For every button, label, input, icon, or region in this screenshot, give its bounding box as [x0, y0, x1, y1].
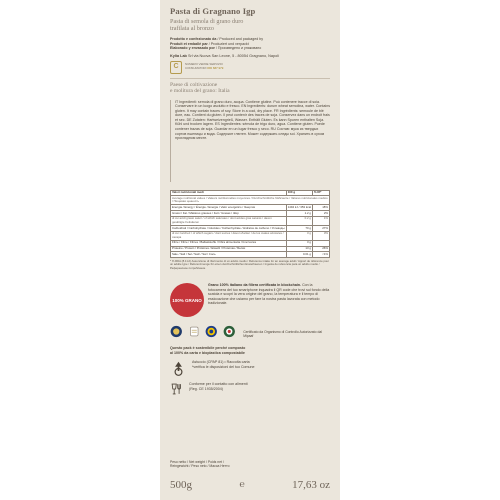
- nutrition-row: [171, 252, 330, 258]
- net-weight-label-1: Peso netto / Net weight / Poids net /: [170, 460, 224, 464]
- net-weight-label-2: Reingewicht / Peso neto / Масса Нетто: [170, 464, 230, 469]
- origin-line-1: Paese di coltivazione: [170, 81, 218, 88]
- nutrient-label: di cui zuccheri / of which sugars / dont sucres / davon Zucker / de los cuales azúcares / сахара: [171, 231, 287, 240]
- nutrition-subtitle: Average nutritional values / Valeurs nutritionnelles moyennes / Durchschnittliche Nährwerte / Valores nutricionales medios / Пищевая ценность: [172, 195, 328, 204]
- ingredients-text: IT Ingredienti: semola di grano duro, acqua. Contiene glutine. Può contenere tracce di soia. Conservare in un luogo asciutto e fresco. EN Ingredients: durum wheat semolina, water. Contains gluten. It may contain traces of soy. Store in a cool, dry place. FR Ingrédients: semoule de blé dure, eau. Contient du gluten. Il peut contenir des traces de soja. Conservez dans un endroit frais et sec. DE Zutaten: Hartweizengrieß, Wasser. Enthält Gluten. Es kann Spuren enthalten Soja. Kühl und trocken lagern. ES Ingredientes: sémola de trigo duro, agua. Contiene gluten. Puede contener trazas de soja. Guardar en un lugar fresco y seco. RU Состав: мука из твердых сортов пшеницы и вода. Содержит глютен. Может содержать следы soi. Хранить в сухом прохладном месте.: [170, 100, 330, 182]
- nutrition-subtitle-row: [171, 196, 330, 205]
- nutrition-title: Valori nutrizionali medi: [172, 190, 204, 195]
- brand-title: Pasta di Gragnano Igp: [170, 6, 256, 16]
- traceability-text: [208, 283, 330, 317]
- nutrient-value: 13 g: [286, 246, 312, 252]
- net-weight-labels: [170, 460, 230, 469]
- nutrient-value: 70 g: [286, 225, 312, 231]
- italian-quality-logo-icon: [223, 325, 236, 338]
- food-contact-row: [170, 382, 330, 396]
- consumer-service-line-2: [185, 67, 223, 71]
- producer-line-1-en: / Produced and packaged by: [217, 37, 264, 41]
- consumer-service-text: [185, 63, 223, 70]
- producer-line-1-it: Prodotto e confezionato da: [170, 37, 217, 41]
- producer-line-3-es: Elaborado y envasado por: [170, 46, 215, 50]
- divider: [170, 78, 330, 79]
- disposal-text: [192, 360, 255, 369]
- red-seal-badge: [170, 283, 204, 317]
- producer-line-3-ru: / Произведено и упаковано: [215, 46, 262, 50]
- nutrient-ri: 18%: [313, 205, 330, 211]
- nutrient-value: 0.01 g: [286, 252, 312, 258]
- traceability-body: Con la fotocamera del tuo smartphone inquadra il QR code che trovi sul fondo della scatola e scopri la vera origine del grano, la temperatura e il tempo di essiccazione che usiamo per fare la nostra pasta lavorata con metodo tradizionale.: [208, 283, 330, 306]
- estimated-sign-icon: ℮: [239, 479, 245, 489]
- product-subtitle: [170, 18, 330, 32]
- subtitle-line-2: trafilata al bronzo: [170, 25, 214, 32]
- nutrient-value: 1494 kJ / 353 kcal: [287, 204, 311, 209]
- nutrient-label: Proteine / Protein / Protéines / Eiweiß / Proteínas / Белки: [171, 246, 287, 252]
- toll-free-number: 800 687 979: [207, 66, 224, 70]
- address-text: Srl via Nuova San Leone, 5 - 80054 Gragnano, Napoli: [187, 53, 279, 58]
- traceability-block: [170, 283, 330, 317]
- nutrient-ri: 3%: [313, 231, 330, 240]
- food-contact-text: [189, 382, 248, 391]
- net-weight: [170, 479, 330, 491]
- nutrition-rows: [171, 205, 330, 258]
- traceability-headline: Grano 100% italiano da filiera certificata in blockchain.: [208, 283, 302, 288]
- nutrient-label: Energia / Energy / Énergie / Energie / Valor energético / Энергия: [171, 205, 287, 211]
- sustainability-line-2: al 100% da carta e bioplastica compostabile: [170, 350, 245, 355]
- subtitle-line-1: Pasta di semola di grano duro: [170, 18, 244, 25]
- nutrient-value: 0.2 g: [286, 216, 312, 225]
- sustainability-text: [170, 346, 330, 355]
- food-contact-line-1: Conforme per il contatto con alimenti: [189, 382, 248, 387]
- grain-seal-icon: [170, 325, 183, 338]
- nutrient-label: di cui acidi grassi saturi / of which saturates / dont acides gras saturés / davon gesättigte Fettsäuren: [171, 216, 287, 225]
- consumer-service-icon: C: [170, 61, 182, 74]
- nutrient-value: 3 g: [286, 240, 312, 246]
- origin-line-2: e molitura del grano: Italia: [170, 88, 230, 94]
- nutrition-row: [171, 231, 330, 240]
- disposal-line-1: Astuccio (CPAP 81) • Raccolta carta: [192, 360, 250, 365]
- nutrition-row: [171, 216, 330, 225]
- igp-eu-logo-icon: [205, 325, 218, 338]
- col-ri: % RI*: [313, 190, 330, 196]
- glass-fork-icon: [170, 382, 184, 396]
- nutrient-value: 3 g: [286, 231, 312, 240]
- nutrition-footnote: * % RDA (8.4 kJ) Assunzione di riferimento di un adulto medio / Reference intake for an average adult / Apport de référence pour un adulte type / Referenzmenge für einen durchschnittlichen Erwachsenen / Ingesta de referencia para un adulto medio / Референсное потребление: [170, 258, 330, 270]
- certification-logos: [170, 325, 330, 338]
- weight-grams: 500g: [170, 479, 192, 491]
- origin-statement: [170, 82, 330, 95]
- nutrient-label: Sale / Salt / Sel / Salz / Sal / Соль: [171, 252, 287, 258]
- nutrient-ri: 2%: [313, 211, 330, 217]
- gragnano-crest-icon: [188, 325, 201, 338]
- food-contact-line-2: (Reg. CE 1935/2004): [189, 386, 223, 391]
- consumer-service: [170, 61, 330, 74]
- nutrient-label: Fibre / Fibre / Fibres / Ballaststoffe / Fibra alimentaria / Клетчатка: [171, 240, 287, 246]
- nutrient-label: Carboidrati / Carbohydrate / Glucides / Kohlenhydrate / Hidratos de carbono / Углеводы: [172, 225, 285, 230]
- producer-line-2-fr: Produit et emballé par: [170, 41, 208, 46]
- nutrition-table: [170, 190, 330, 258]
- nutrient-label: Grassi / Fat / Matières grasses / Fett / Grasas / Жир: [171, 211, 287, 217]
- disposal-row: [170, 360, 330, 377]
- nutrient-ri: 26%: [313, 246, 330, 252]
- company-name: Kylia Lab: [170, 53, 187, 58]
- sustainability-line-1: Questo pack è sostenibile perché composto: [170, 346, 246, 351]
- consumer-service-label: CONSUMATORI: [185, 66, 207, 70]
- nutrient-ri: <1%: [313, 252, 330, 258]
- producer-address: [170, 54, 330, 58]
- certification-text: Certificato da Organismo di Controllo Autorizzato dal Mipaaf: [243, 329, 322, 338]
- nutrient-value: 1.2 g: [286, 211, 312, 217]
- producer-line-3: [170, 46, 330, 51]
- nutrient-ri: 1%: [313, 216, 330, 225]
- package-label-panel: [160, 0, 340, 500]
- label-content: [170, 6, 330, 396]
- col-100g: 100 g: [286, 190, 312, 196]
- producer-block: [170, 37, 330, 51]
- producer-line-2-de: / Produziert und verpackt: [208, 41, 249, 46]
- seal-label: 100% GRANO: [172, 297, 202, 303]
- disposal-line-2: *verifica le disposizioni del tuo Comune: [192, 364, 255, 369]
- nutrient-ri: 27%: [313, 225, 330, 231]
- weight-ounces: 17,63 oz: [292, 479, 330, 491]
- recycle-icon: [170, 360, 187, 377]
- consumer-service-line-1: NUMERO VERDE SERVIZIO: [185, 62, 223, 67]
